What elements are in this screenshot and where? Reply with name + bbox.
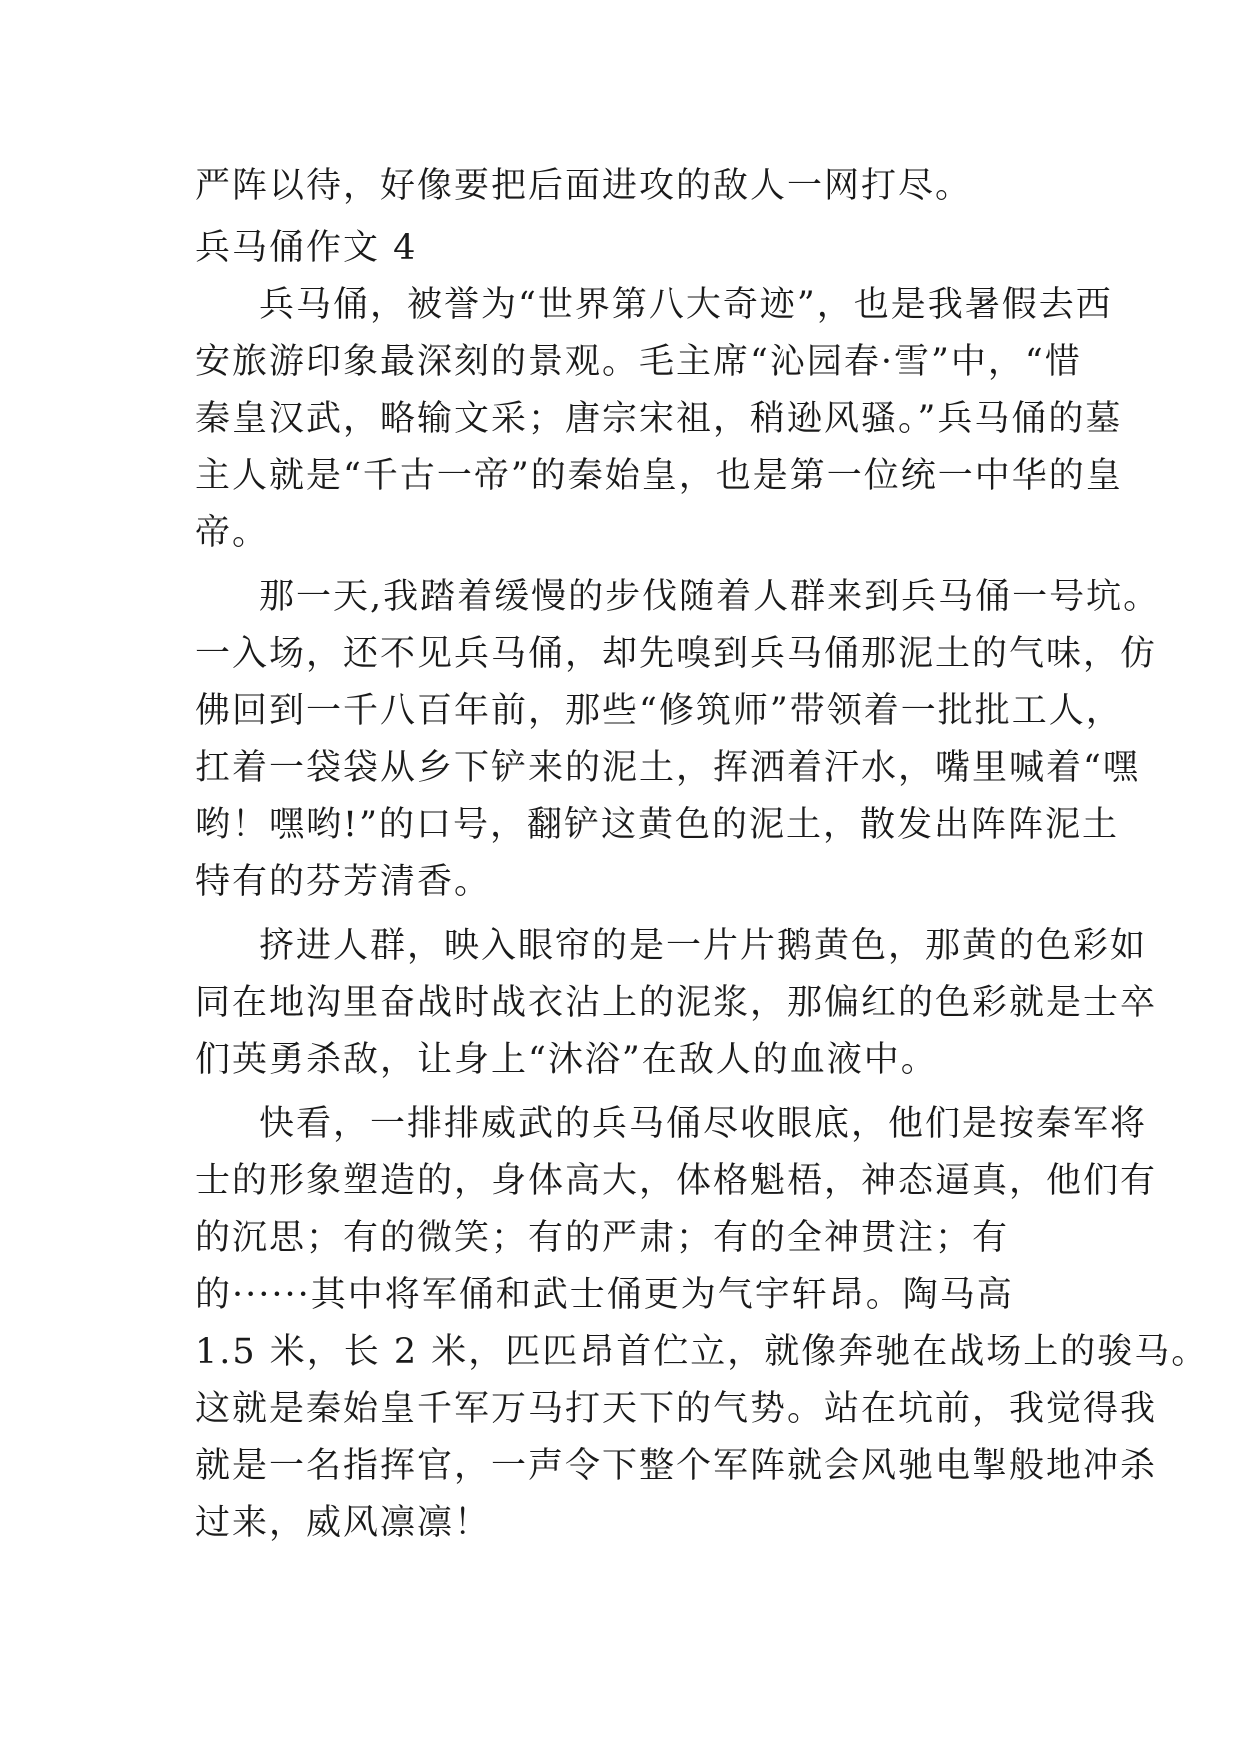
paragraph-line: 秦皇汉武，略输文采；唐宗宋祖，稍逊风骚。”兵马俑的墓 <box>195 399 1123 439</box>
paragraph-line: 1.5 米，长 2 米，匹匹昂首伫立，就像奔驰在战场上的骏马。 <box>195 1332 1209 1372</box>
paragraph-line: 扛着一袋袋从乡下铲来的泥土，挥洒着汗水，嘴里喊着“嘿 <box>195 748 1140 788</box>
paragraph-line: 一入场，还不见兵马俑，却先嗅到兵马俑那泥土的气味，仿 <box>195 634 1158 674</box>
paragraph-line: 过来，威风凛凛！ <box>195 1503 492 1543</box>
paragraph-line: 的沉思；有的微笑；有的严肃；有的全神贯注；有 <box>195 1218 1010 1258</box>
paragraph-line: 快看，一排排威武的兵马俑尽收眼底，他们是按秦军将 <box>259 1104 1148 1144</box>
paragraph-line: 主人就是“千古一帝”的秦始皇，也是第一位统一中华的皇 <box>195 456 1123 496</box>
text-line: 严阵以待，好像要把后面进攻的敌人一网打尽。 <box>195 166 973 206</box>
paragraph-line: 这就是秦始皇千军万马打天下的气势。站在坑前，我觉得我 <box>195 1389 1158 1429</box>
paragraph-line: 的······其中将军俑和武士俑更为气宇轩昂。陶马高 <box>195 1275 1014 1315</box>
paragraph-line: 同在地沟里奋战时战衣沾上的泥浆，那偏红的色彩就是士卒 <box>195 983 1158 1023</box>
paragraph-line: 兵马俑，被誉为“世界第八大奇迹”，也是我暑假去西 <box>259 285 1113 325</box>
paragraph-line: 就是一名指挥官，一声令下整个军阵就会风驰电掣般地冲杀 <box>195 1446 1158 1486</box>
paragraph-line: 佛回到一千八百年前，那些“修筑师”带领着一批批工人， <box>195 691 1123 731</box>
paragraph-line: 特有的芬芳清香。 <box>195 862 492 902</box>
paragraph-line: 们英勇杀敌，让身上“沐浴”在敌人的血液中。 <box>195 1040 938 1080</box>
paragraph-line: 安旅游印象最深刻的景观。毛主席“沁园春·雪”中，“惜 <box>195 342 1082 382</box>
section-heading: 兵马俑作文 4 <box>195 228 418 268</box>
paragraph-line: 帝。 <box>195 513 270 553</box>
paragraph-line: 那一天,我踏着缓慢的步伐随着人群来到兵马俑一号坑。 <box>259 577 1161 617</box>
paragraph-line: 哟！嘿哟!”的口号，翻铲这黄色的泥土，散发出阵阵泥土 <box>195 805 1119 845</box>
paragraph-line: 挤进人群，映入眼帘的是一片片鹅黄色，那黄的色彩如 <box>259 926 1148 966</box>
paragraph-line: 士的形象塑造的，身体高大，体格魁梧，神态逼真，他们有 <box>195 1161 1158 1201</box>
